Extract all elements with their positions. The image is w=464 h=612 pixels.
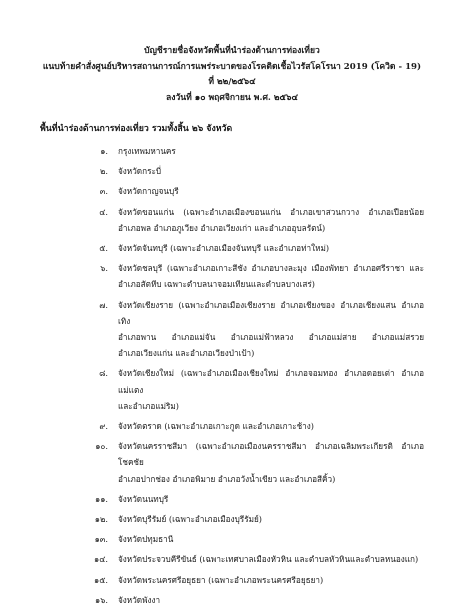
- document-title: บัญชีรายชื่อจังหวัดพื้นที่นำร่องด้านการท่องเที่ยว: [144, 46, 320, 56]
- list-item-text: จังหวัดกระบี่: [118, 166, 162, 177]
- list-item-number: ๑๒.: [94, 514, 108, 525]
- list-item-text: จังหวัดจันทบุรี (เฉพาะอำเภอเมืองจันทบุรี และอำเภอท่าใหม่): [118, 243, 330, 254]
- list-item: [0, 260, 464, 292]
- list-item: [0, 204, 464, 236]
- list-item-text: กรุงเทพมหานคร: [118, 146, 176, 156]
- list-item-number: ๑๐.: [95, 441, 108, 452]
- list-item-text: อำเภอพล อำเภอภูเวียง อำเภอเวียงเก่า และอำเภออุบลรัตน์): [118, 222, 326, 233]
- list-item-number: ๑๕.: [94, 574, 108, 585]
- list-item-text: และอำเภอแม่ริม): [118, 400, 179, 411]
- list-item-number: ๑.: [100, 146, 108, 156]
- list-item: [0, 531, 464, 547]
- list-item-number: ๑๖.: [95, 594, 108, 605]
- list-item-text: จังหวัดนครราชสีมา (เฉพาะอำเภอเมืองนครราชสีมา อำเภอเฉลิมพระเกียรติ อำเภอโชคชัย: [118, 441, 424, 468]
- list-item-text: จังหวัดบุรีรัมย์ (เฉพาะอำเภอเมืองบุรีรัมย์): [118, 514, 262, 525]
- list-item-text: อำเภอพาน อำเภอแม่จัน อำเภอแม่ฟ้าหลวง อำเภอแม่สาย อำเภอแม่สรวย: [118, 332, 424, 343]
- list-item: [0, 418, 464, 434]
- list-item: [0, 297, 464, 362]
- list-item-text: จังหวัดนนทบุรี: [118, 493, 169, 504]
- list-item-number: ๖.: [100, 263, 108, 274]
- list-item: [0, 183, 464, 199]
- province-list: [0, 143, 464, 612]
- list-item-number: ๓.: [99, 186, 108, 197]
- list-item-number: ๒.: [100, 166, 108, 177]
- order-number: ที่ ๒๒/๒๕๖๔: [208, 77, 256, 87]
- list-item-text: จังหวัดประจวบคีรีขันธ์ (เฉพาะเทศบาลเมืองหัวหิน และตำบลหัวหินและตำบลหนองแก): [118, 554, 419, 565]
- list-item-number: ๑๑.: [95, 493, 108, 504]
- list-item: [0, 438, 464, 487]
- list-item-number: ๕.: [99, 243, 108, 254]
- list-item-number: ๗.: [99, 299, 108, 310]
- list-item-number: ๘.: [99, 368, 108, 379]
- list-item-number: ๙.: [99, 421, 108, 432]
- list-item: [0, 163, 464, 179]
- list-item-text: อำเภอเวียงแก่น และอำเภอเวียงป่าเป้า): [118, 348, 255, 359]
- list-item: [0, 511, 464, 527]
- list-item-text: อำเภอปากช่อง อำเภอพิมาย อำเภอวังน้ำเขียว และอำเภอสีคิ้ว): [118, 473, 336, 484]
- list-item-number: ๑๓.: [94, 534, 108, 545]
- list-item-text: อำเภอสัตหีบ เฉพาะตำบลนาจอมเทียนและตำบลบางเสร่): [118, 279, 315, 290]
- list-item: [0, 240, 464, 256]
- section-heading: พื้นที่นำร่องด้านการท่องเที่ยว รวมทั้งสิ้น ๒๖ จังหวัด: [40, 124, 233, 134]
- list-item: [0, 551, 464, 567]
- list-item: [0, 365, 464, 414]
- list-item-text: จังหวัดชลบุรี (เฉพาะอำเภอเกาะสีชัง อำเภอบางละมุง เมืองพัทยา อำเภอศรีราชา และ: [118, 263, 424, 274]
- list-item-number: ๑๔.: [94, 554, 108, 565]
- list-item: [0, 491, 464, 507]
- list-item-text: จังหวัดปทุมธานี: [118, 534, 174, 545]
- document-subtitle: แนบท้ายคำสั่งศูนย์บริหารสถานการณ์การแพร่ระบาดของโรคติดเชื้อไวรัสโคโรนา 2019 (โควิด - 19): [42, 61, 422, 72]
- list-item-text: จังหวัดกาญจนบุรี: [118, 186, 179, 197]
- list-item-text: จังหวัดพระนครศรีอยุธยา (เฉพาะอำเภอพระนครศรีอยุธยา): [118, 574, 324, 585]
- list-item-text: จังหวัดพังงา: [118, 594, 161, 605]
- list-item: [0, 572, 464, 588]
- list-item-number: ๔.: [99, 206, 108, 217]
- document-header: [40, 44, 424, 106]
- list-item-text: จังหวัดเชียงราย (เฉพาะอำเภอเมืองเชียงราย อำเภอเชียงของ อำเภอเชียงแสน อำเภอเทิง: [118, 299, 424, 326]
- list-item: [0, 143, 464, 159]
- list-item-text: จังหวัดเชียงใหม่ (เฉพาะอำเภอเมืองเชียงใหม่ อำเภอจอมทอง อำเภอดอยเต่า อำเภอแม่แตง: [118, 368, 424, 395]
- order-date: ลงวันที่ ๑๐ พฤศจิกายน พ.ศ. ๒๕๖๔: [165, 92, 299, 103]
- list-item-text: จังหวัดขอนแก่น (เฉพาะอำเภอเมืองขอนแก่น อำเภอเขาสวนกวาง อำเภอเปือยน้อย: [118, 206, 424, 217]
- list-item-text: จังหวัดตราด (เฉพาะอำเภอเกาะกูด และอำเภอเกาะช้าง): [118, 421, 314, 432]
